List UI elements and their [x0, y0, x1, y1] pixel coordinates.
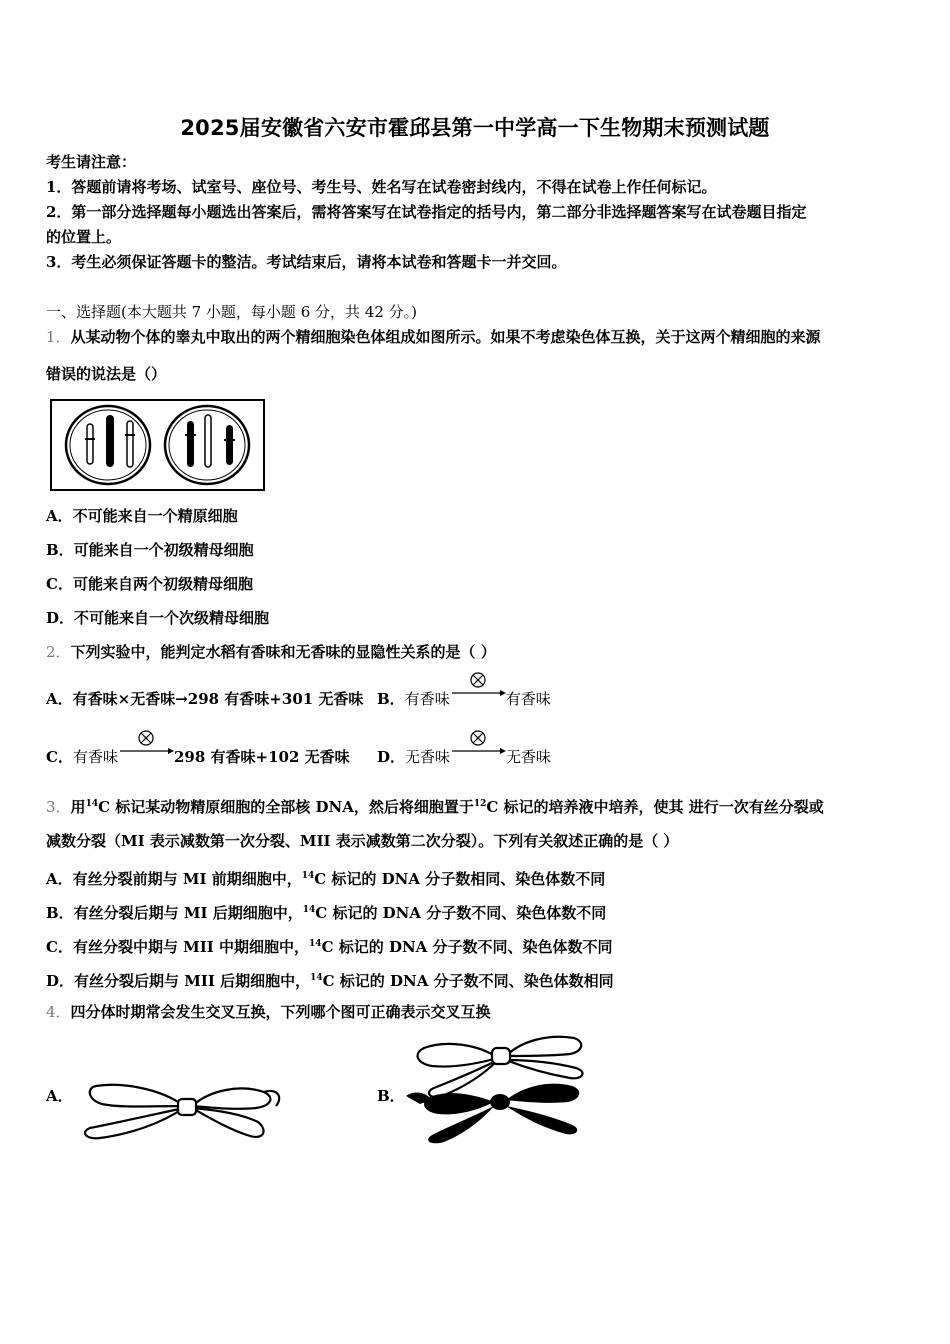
q3-option-d [46, 968, 614, 991]
q2-option-b-offspring: 有香味 [505, 690, 551, 708]
q3-text-b: C 标记某动物精原细胞的全部核 DNA，然后将细胞置于 [98, 798, 474, 816]
q3-sup-14: 14 [85, 799, 99, 809]
q3-option-c-sup: 14 [309, 939, 322, 949]
q3-text-a: 用 [70, 798, 86, 816]
notice-heading: 考生请注意： [46, 153, 137, 171]
q4-option-b-figure [402, 1030, 590, 1146]
q3-option-b-sup: 14 [302, 905, 316, 915]
selfing-arrow-d-icon [450, 730, 506, 760]
q1-option-b: B．可能来自一个初级精母细胞 [46, 541, 254, 559]
q2-option-d-offspring: 无香味 [506, 748, 552, 766]
q3-option-a-sup: 14 [301, 871, 315, 881]
q3-option-b-post: C 标记的 DNA 分子数不同、染色体数不同 [315, 904, 607, 922]
q2-option-d [377, 747, 551, 768]
q1-option-a: A．不可能来自一个精原细胞 [46, 507, 238, 525]
q3-stem-line2: 减数分裂（MI 表示减数第一次分裂、MII 表示减数第二次分裂）。下列有关叙述正确的是（ ） [46, 832, 679, 850]
q3-option-d-pre: D．有丝分裂后期与 MII 后期细胞中， [46, 972, 311, 990]
q2-option-c-label: C． [46, 748, 73, 766]
q1-number: 1． [46, 328, 71, 346]
q4-stem [46, 1002, 491, 1022]
selfing-arrow-b-icon [450, 672, 506, 702]
selfing-arrow-c-icon [118, 730, 174, 760]
q3-sup-12: 12 [473, 799, 487, 809]
q2-text: 下列实验中，能判定水稻有香味和无香味的显隐性关系的是（ ） [70, 643, 496, 661]
notice-item-1: 1．答题前请将考场、试室号、座位号、考生号、姓名写在试卷密封线内，不得在试卷上作任何标记。 [46, 178, 717, 196]
q1-option-c: C．可能来自两个初级精母细胞 [46, 575, 253, 593]
exam-title: 2025届安徽省六安市霍邱县第一中学高一下生物期末预测试题 [180, 116, 770, 140]
selfing-arrow-c [118, 748, 174, 768]
q3-option-c-pre: C．有丝分裂中期与 MII 中期细胞中， [46, 938, 310, 956]
notice-item-3: 3．考生必须保证答题卡的整洁。考试结束后，请将本试卷和答题卡一并交回。 [46, 253, 567, 271]
q3-option-b-pre: B．有丝分裂后期与 MI 后期细胞中， [46, 904, 303, 922]
q3-option-b [46, 900, 606, 923]
selfing-arrow-d [450, 748, 506, 768]
notice-item-2-cont: 的位置上。 [46, 228, 122, 246]
q3-stem-line1 [46, 794, 824, 817]
q1-stem-line1 [46, 327, 821, 347]
q3-option-a-post: C 标记的 DNA 分子数相同、染色体数不同 [314, 870, 606, 888]
q3-option-d-sup: 14 [310, 973, 323, 983]
q2-option-b-parent: 有香味 [404, 690, 450, 708]
q4-text: 四分体时期常会发生交叉互换，下列哪个图可正确表示交叉互换 [70, 1003, 491, 1021]
q2-stem [46, 642, 496, 662]
q3-option-a [46, 866, 605, 889]
section-heading: 一、选择题(本大题共 7 小题，每小题 6 分，共 42 分。) [46, 303, 417, 321]
q1-option-d: D．不可能来自一个次级精母细胞 [46, 609, 270, 627]
q4-option-b-label: B． [377, 1087, 405, 1105]
q4-option-a-label: A． [46, 1087, 73, 1105]
q2-option-c-offspring: 298 有香味+102 无香味 [173, 748, 350, 766]
q2-option-c [46, 747, 350, 768]
q2-option-c-parent: 有香味 [72, 748, 118, 766]
q3-option-a-pre: A．有丝分裂前期与 MI 前期细胞中， [46, 870, 302, 888]
notice-item-2: 2．第一部分选择题每小题选出答案后，需将答案写在试卷指定的括号内，第二部分非选择题答案写在试卷题目指定 [46, 203, 807, 221]
q2-option-b-label: B． [377, 690, 405, 708]
q4-number: 4． [46, 1003, 71, 1021]
q2-option-d-parent: 无香味 [405, 748, 451, 766]
q1-text-1: 从某动物个体的睾丸中取出的两个精细胞染色体组成如图所示。如果不考虑染色体互换，关于这两个精细胞的来源 [70, 328, 821, 346]
q3-option-c-post: C 标记的 DNA 分子数不同、染色体数不同 [321, 938, 613, 956]
q3-option-d-post: C 标记的 DNA 分子数不同、染色体数相同 [322, 972, 614, 990]
q3-text-c: C 标记的培养液中培养，使其 进行一次有丝分裂或 [486, 798, 824, 816]
q1-stem-line2: 错误的说法是（） [46, 365, 167, 383]
q4-option-a-figure [80, 1078, 286, 1144]
q3-number: 3． [46, 798, 71, 816]
q2-option-b [377, 689, 551, 710]
selfing-arrow-b [450, 690, 506, 710]
q1-sperm-cells-figure [50, 399, 266, 492]
q2-number: 2． [46, 643, 71, 661]
q2-option-a: A．有香味×无香味→298 有香味+301 无香味 [46, 690, 364, 708]
q3-option-c [46, 934, 613, 957]
q2-option-d-label: D． [377, 748, 406, 766]
